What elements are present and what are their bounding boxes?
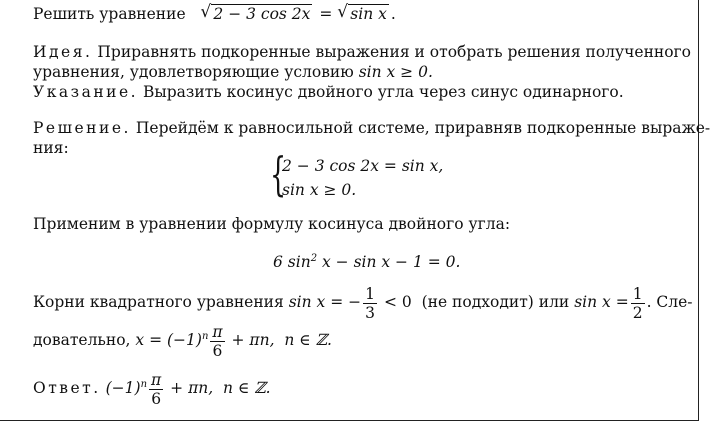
equation-part-b: x − sin x − 1 = 0. — [317, 253, 461, 271]
system-row-1: 2 − 3 cos 2x = sin x, — [282, 157, 444, 175]
solution-line-2 — [33, 138, 69, 158]
problem-equals: = — [319, 5, 333, 23]
roots-text-f: . Сле- — [646, 293, 693, 311]
answer-base: (−1) — [105, 379, 141, 397]
lhs-sqrt: √ 2 − 3 cos 2x — [200, 2, 311, 23]
solution-label: Решение. — [33, 119, 131, 137]
idea-condition: sin x ≥ 0. — [358, 63, 433, 81]
solution-text-2: ния: — [33, 139, 69, 157]
solution-line-1 — [33, 118, 710, 138]
answer-integers: n ∈ ℤ. — [223, 379, 271, 397]
lhs-radicand: 2 − 3 cos 2x — [213, 5, 311, 23]
hint-label: Указание. — [33, 83, 139, 101]
idea-text-1: Приравнять подкоренные выражения и отобрать решения полученного — [97, 43, 692, 61]
problem-suffix: . — [390, 5, 396, 23]
page-border-right — [698, 0, 699, 420]
formula-intro: Применим в уравнении формулу косинуса двойного угла: — [33, 215, 511, 233]
hint-text: Выразить косинус двойного угла через синус одинарного. — [143, 83, 624, 101]
answer-line — [33, 370, 271, 408]
roots-sin-pos: sin x = — [574, 293, 629, 311]
system-brace: { — [270, 147, 287, 201]
answer-fraction: $\frac{\pi}{6}$ — [151, 370, 162, 408]
hint-line — [33, 82, 624, 102]
answer-exponent: n — [140, 378, 148, 390]
conclusion-x: x = (−1) — [135, 331, 202, 349]
equation-part-a: 6 sin — [273, 253, 311, 271]
roots-less-zero: < 0 — [383, 293, 412, 311]
answer-label: Ответ. — [33, 379, 101, 397]
conclusion-pin: + πn, — [231, 331, 275, 349]
roots-sin-neg: sin x = − — [288, 293, 362, 311]
roots-text-a: Корни квадратного уравнения — [33, 293, 284, 311]
page-border-bottom — [0, 420, 699, 421]
roots-line — [33, 284, 693, 322]
problem-statement — [33, 4, 396, 24]
quadratic-equation — [273, 252, 460, 272]
equation-exponent: 2 — [310, 252, 318, 264]
rhs-sqrt: √ sin x — [337, 2, 387, 23]
idea-label: Идея. — [33, 43, 93, 61]
fraction-pi-sixth: $\frac{\pi}{6}$ — [212, 322, 223, 360]
conclusion-line — [33, 322, 332, 360]
idea-text-2: уравнения, удовлетворяющие условию — [33, 63, 354, 81]
idea-line-1 — [33, 42, 691, 62]
conclusion-exponent: n — [201, 330, 209, 342]
roots-text-d: (не подходит) или — [421, 293, 570, 311]
system-row-2: sin x ≥ 0. — [282, 181, 357, 199]
fraction-one-half: $\frac{1}{2}$ — [632, 284, 643, 322]
idea-line-2 — [33, 62, 433, 82]
fraction-one-third: $\frac{1}{3}$ — [365, 284, 375, 322]
conclusion-text: довательно, — [33, 331, 131, 349]
problem-prefix: Решить уравнение — [33, 5, 186, 23]
rhs-radicand: sin x — [350, 5, 387, 23]
conclusion-integers: n ∈ ℤ. — [284, 331, 332, 349]
answer-pin: + πn, — [170, 379, 214, 397]
solution-text-1: Перейдём к равносильной системе, приравняв подкоренные выраже- — [135, 119, 711, 137]
